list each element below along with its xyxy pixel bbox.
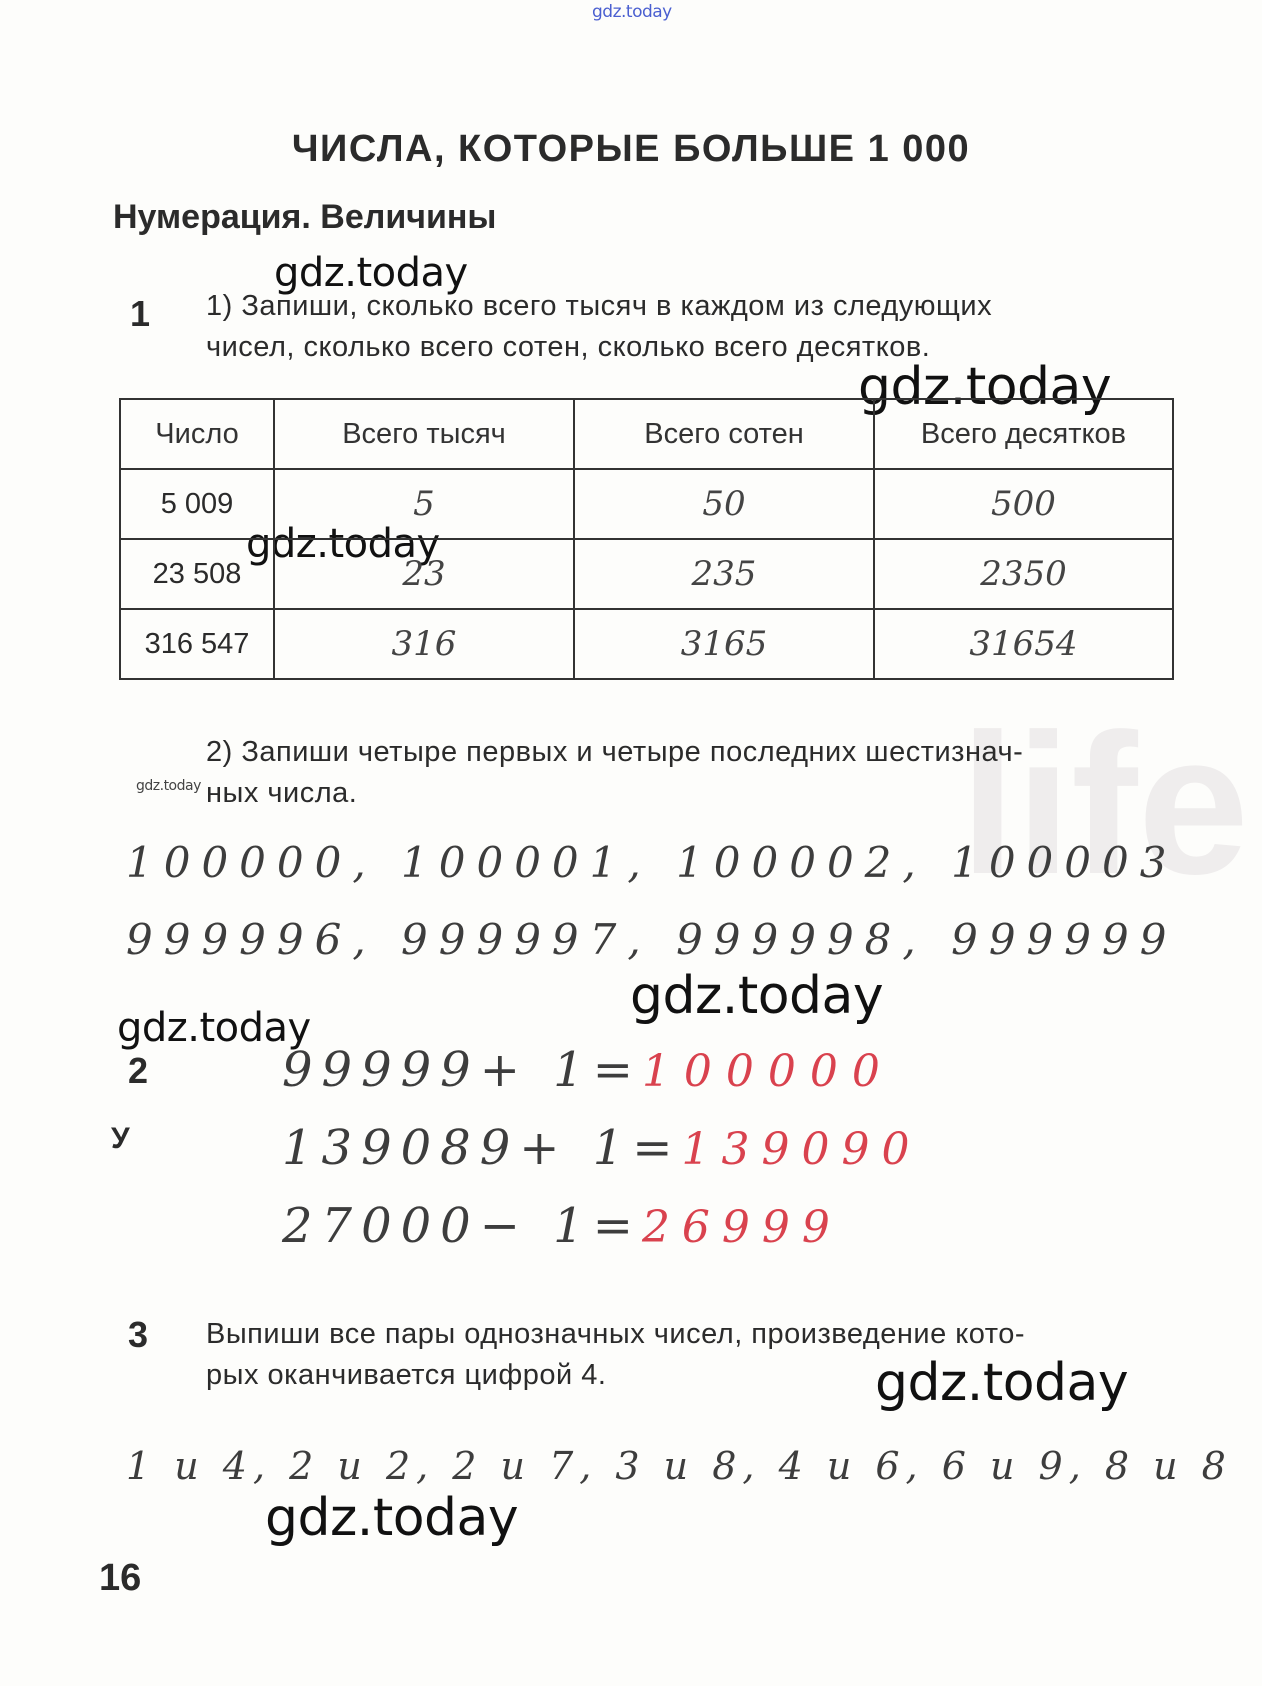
task3-line1: Выпиши все пары однозначных чисел, произведение кото- — [206, 1318, 1026, 1350]
table-cell-number: 5 009 — [120, 469, 274, 539]
watermark: gdz.today — [858, 357, 1112, 417]
table-cell-answer: 235 — [574, 539, 874, 609]
page-title: ЧИСЛА, КОТОРЫЕ БОЛЬШЕ 1 000 — [291, 128, 971, 170]
background-ghost-mark: life — [960, 693, 1249, 916]
task1-answer-line1: 100000, 100001, 100002, 100003 — [126, 838, 1178, 887]
watermark: gdz.today — [274, 250, 468, 296]
table-cell-answer: 23 — [274, 539, 574, 609]
table-cell-number: 316 547 — [120, 609, 274, 679]
task1-part2-line1: 2) Запиши четыре первых и четыре последних шестизнач- — [206, 736, 1024, 768]
table-header-row — [120, 399, 1173, 469]
watermark: gdz.today — [117, 1005, 311, 1051]
watermark: gdz.today — [265, 1488, 519, 1548]
watermark: gdz.today — [246, 521, 440, 567]
watermark: gdz.today — [630, 966, 884, 1026]
task2-answer: 100000 — [641, 1046, 894, 1097]
task3-line2: рых оканчивается цифрой 4. — [206, 1359, 607, 1391]
table-header-cell: Всего сотен — [574, 399, 874, 469]
table-cell-number: 23 508 — [120, 539, 274, 609]
watermark: gdz.today — [875, 1353, 1129, 1413]
page-number: 16 — [99, 1557, 142, 1599]
task2-expression: 27000− 1= — [282, 1198, 642, 1254]
table-cell-answer: 5 — [274, 469, 574, 539]
table-cell-answer: 500 — [874, 469, 1173, 539]
watermark: gdz.today — [136, 778, 201, 794]
table-cell-answer: 31654 — [874, 609, 1173, 679]
section-heading: Нумерация. Величины — [113, 198, 497, 236]
task2-row — [282, 1120, 921, 1176]
table-cell-answer: 2350 — [874, 539, 1173, 609]
task1-part1-line2: чисел, сколько всего сотен, сколько всего десятков. — [206, 331, 931, 363]
task2-answer: 139090 — [681, 1124, 922, 1175]
table-cell-answer: 316 — [274, 609, 574, 679]
task2-answer: 26999 — [641, 1202, 842, 1253]
task-number-1: 1 — [130, 293, 151, 334]
table-cell-answer: 50 — [574, 469, 874, 539]
watermark-top: gdz.today — [592, 2, 672, 22]
table-row — [120, 469, 1173, 539]
table-header-cell: Всего тысяч — [274, 399, 574, 469]
task2-expression: 139089+ 1= — [282, 1120, 682, 1176]
task2-row — [282, 1198, 842, 1254]
table-header-cell: Число — [120, 399, 274, 469]
task-number-2: 2 — [128, 1050, 149, 1091]
task1-part2-line2: ных числа. — [206, 777, 358, 809]
task2-row — [282, 1042, 894, 1098]
task1-answer-line2: 999996, 999997, 999998, 999999 — [126, 915, 1178, 964]
task2-marker: У — [111, 1122, 130, 1155]
table-row — [120, 609, 1173, 679]
answer-table — [119, 398, 1174, 680]
task-number-3: 3 — [128, 1314, 149, 1355]
task2-expression: 99999+ 1= — [282, 1042, 642, 1098]
task3-answer: 1 и 4, 2 и 2, 2 и 7, 3 и 8, 4 и 6, 6 и 9, 8 и 8 — [126, 1444, 1232, 1488]
table-cell-answer: 3165 — [574, 609, 874, 679]
table-row — [120, 539, 1173, 609]
task1-part1-line1: 1) Запиши, сколько всего тысяч в каждом из следующих — [206, 290, 993, 322]
table-header-cell: Всего десятков — [874, 399, 1173, 469]
